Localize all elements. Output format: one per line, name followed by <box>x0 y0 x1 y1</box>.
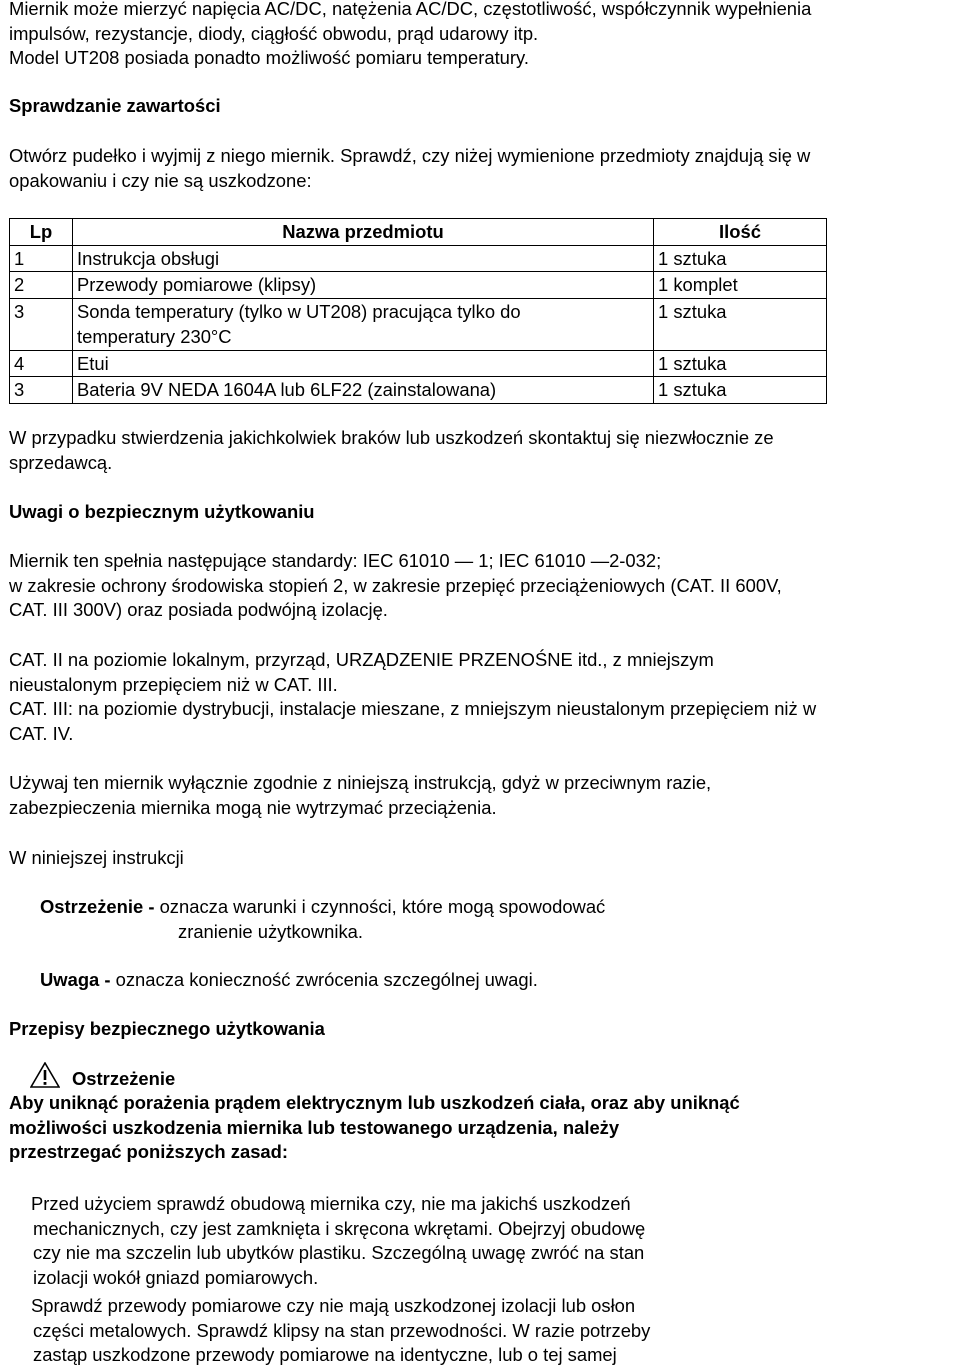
rule-line: części metalowych. Sprawdź klipsy na stan przewodności. W razie potrzeby <box>33 1319 651 1341</box>
section-heading-rules: Przepisy bezpiecznego użytkowania <box>9 1018 325 1039</box>
rule-line: czy nie ma szczelin lub ubytków plastiku. Szczególną uwagę zwróć na stan <box>33 1242 645 1263</box>
warning-triangle-icon <box>30 1062 60 1088</box>
table-row <box>10 377 827 404</box>
usage-line: Używaj ten miernik wyłącznie zgodnie z niniejszą instrukcją, gdyż w przeciwnym razie, <box>9 772 712 793</box>
note-term: Uwaga - <box>40 969 111 990</box>
category-line: CAT. IV. <box>9 722 74 744</box>
category-line: nieustalonym przepięciem niż w CAT. III. <box>9 673 338 695</box>
defects-line: sprzedawcą. <box>9 451 113 473</box>
rule-line: Sprawdź przewody pomiarowe czy nie mają uszkodzonej izolacji lub osłon <box>31 1295 636 1316</box>
cell-name-line: Sonda temperatury (tylko w UT208) pracująca tylko do <box>77 300 521 322</box>
rule-line: zastąp uszkodzone przewody pomiarowe na identyczne, lub o tej samej <box>33 1344 617 1365</box>
cell-lp: 3 <box>10 377 73 404</box>
intro-paragraph <box>9 0 811 71</box>
cell-name-line: temperatury 230°C <box>77 326 232 347</box>
cell-qty: 1 sztuka <box>654 245 827 272</box>
cell-lp: 3 <box>10 298 73 350</box>
header-qty: Ilość <box>654 219 827 246</box>
defects-line: W przypadku stwierdzenia jakichkolwiek braków lub uszkodzeń skontaktuj się niezwłocznie ze <box>9 427 774 448</box>
standards-line: CAT. III 300V) oraz posiada podwójną izolację. <box>9 599 388 620</box>
header-lp: Lp <box>10 219 73 246</box>
table-row <box>10 350 827 377</box>
warning-label: Ostrzeżenie <box>72 1068 176 1089</box>
cell-name: Instrukcja obsługi <box>73 245 654 272</box>
instruction-intro: W niniejszej instrukcji <box>9 847 184 868</box>
defects-paragraph <box>9 426 774 475</box>
standards-line: Miernik ten spełnia następujące standardy: IEC 61010 — 1; IEC 61010 —2-032; <box>9 550 662 571</box>
contents-table <box>9 218 827 404</box>
rule-line: izolacji wokół gniazd pomiarowych. <box>33 1266 319 1288</box>
cell-qty: 1 komplet <box>654 272 827 299</box>
cell-lp: 2 <box>10 272 73 299</box>
category-line: CAT. III: na poziomie dystrybucji, instalacje mieszane, z mniejszym nieustalonym przepięciem niż w <box>9 698 817 719</box>
cell-name: Przewody pomiarowe (klipsy) <box>73 272 654 299</box>
cell-lp: 1 <box>10 245 73 272</box>
rules-intro-line: możliwości uszkodzenia miernika lub testowanego urządzenia, należy <box>9 1116 620 1138</box>
warning-def-cont: zranienie użytkownika. <box>178 920 364 942</box>
table-row <box>10 298 827 350</box>
header-name: Nazwa przedmiotu <box>73 219 654 246</box>
warning-def: oznacza warunki i czynności, które mogą spowodować <box>154 896 606 917</box>
cell-name: Bateria 9V NEDA 1604A lub 6LF22 (zainstalowana) <box>73 377 654 404</box>
rule-line: Przed użyciem sprawdź obudową miernika czy, nie ma jakichś uszkodzeń <box>31 1193 631 1214</box>
note-def: oznacza konieczność zwrócenia szczególnej uwagi. <box>110 969 538 990</box>
section-heading-contents: Sprawdzanie zawartości <box>9 95 221 116</box>
usage-paragraph <box>9 771 711 820</box>
cell-qty: 1 sztuka <box>654 298 827 350</box>
section-heading-safety-notes: Uwagi o bezpiecznym użytkowaniu <box>9 501 315 522</box>
warning-definition <box>40 895 605 944</box>
category-line: CAT. II na poziomie lokalnym, przyrząd, URZĄDZENIE PRZENOŚNE itd., z mniejszym <box>9 649 714 670</box>
table-row <box>10 272 827 299</box>
table-header-row <box>10 219 827 246</box>
warning-term: Ostrzeżenie - <box>40 896 155 917</box>
cell-qty: 1 sztuka <box>654 350 827 377</box>
cell-name: Etui <box>73 350 654 377</box>
category-paragraph <box>9 648 816 746</box>
note-definition <box>40 968 538 993</box>
standards-paragraph <box>9 549 782 623</box>
cell-lp: 4 <box>10 350 73 377</box>
rule-item <box>31 1192 645 1290</box>
table-row <box>10 245 827 272</box>
contents-line: Otwórz pudełko i wyjmij z niego miernik. Sprawdź, czy niżej wymienione przedmioty znajdują się w <box>9 145 811 166</box>
usage-line: zabezpieczenia miernika mogą nie wytrzymać przeciążenia. <box>9 796 497 818</box>
cell-qty: 1 sztuka <box>654 377 827 404</box>
intro-line: Miernik może mierzyć napięcia AC/DC, natężenia AC/DC, częstotliwość, współczynnik wypełnienia <box>9 0 812 19</box>
contents-paragraph <box>9 144 810 193</box>
rule-item <box>31 1294 650 1368</box>
rule-line: mechanicznych, czy jest zamknięta i skręcona wkrętami. Obejrzyj obudowę <box>33 1217 646 1239</box>
standards-line: w zakresie ochrony środowiska stopień 2, w zakresie przepięć przeciążeniowych (CAT. II 600V, <box>9 574 782 596</box>
rules-intro <box>9 1091 740 1165</box>
cell-name <box>73 298 654 350</box>
rules-intro-line: Aby uniknąć porażenia prądem elektrycznym lub uszkodzeń ciała, oraz aby uniknąć <box>9 1092 740 1113</box>
intro-line: Model UT208 posiada ponadto możliwość pomiaru temperatury. <box>9 47 529 68</box>
intro-line: impulsów, rezystancje, diody, ciągłość obwodu, prąd udarowy itp. <box>9 22 539 44</box>
rules-intro-line: przestrzegać poniższych zasad: <box>9 1141 289 1162</box>
contents-line: opakowaniu i czy nie są uszkodzone: <box>9 169 312 191</box>
